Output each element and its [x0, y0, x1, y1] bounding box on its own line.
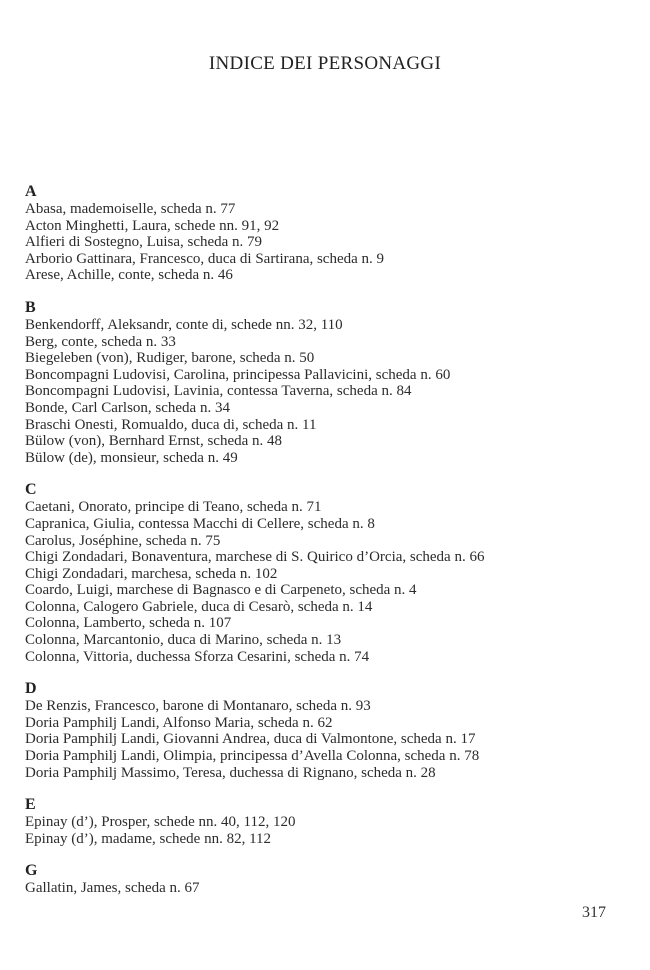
section-letter: D	[25, 680, 37, 698]
section-letter: B	[25, 298, 36, 316]
index-entry: Carolus, Joséphine, scheda n. 75	[25, 532, 221, 549]
index-section-e	[25, 796, 625, 847]
index-entry: Braschi Onesti, Romualdo, duca di, scheda n. 11	[25, 416, 317, 433]
page-title: INDICE DEI PERSONAGGI	[208, 53, 442, 74]
index-entry: Colonna, Marcantonio, duca di Marino, scheda n. 13	[25, 632, 342, 649]
entry-list	[25, 201, 625, 284]
section-letter: G	[25, 862, 38, 880]
index-entry: Boncompagni Ludovisi, Carolina, principessa Pallavicini, scheda n. 60	[25, 366, 451, 383]
index-entry: Arese, Achille, conte, scheda n. 46	[25, 267, 233, 284]
page-number: 317	[582, 904, 606, 921]
entry-list	[25, 698, 625, 781]
index-entry: Bülow (von), Bernhard Ernst, scheda n. 48	[25, 433, 283, 450]
entry-list	[25, 317, 625, 466]
index-entry: Epinay (d’), Prosper, schede nn. 40, 112, 120	[25, 814, 296, 831]
index-entry: Alfieri di Sostegno, Luisa, scheda n. 79	[25, 234, 263, 251]
section-letter: E	[25, 796, 36, 814]
entry-list	[25, 814, 625, 847]
index-section-a	[25, 183, 625, 284]
index-entry: Capranica, Giulia, contessa Macchi di Cellere, scheda n. 8	[25, 515, 375, 532]
index-section-d	[25, 680, 625, 781]
section-letter: A	[25, 183, 37, 200]
index-entry: Doria Pamphilj Landi, Olimpia, principessa d’Avella Colonna, scheda n. 78	[25, 748, 480, 765]
entry-list	[25, 499, 625, 665]
index-section-b	[25, 299, 625, 466]
index-entry: Benkendorff, Aleksandr, conte di, schede nn. 32, 110	[25, 316, 343, 333]
index-entry: Biegeleben (von), Rudiger, barone, scheda n. 50	[25, 350, 315, 367]
index-entry: Colonna, Vittoria, duchessa Sforza Cesarini, scheda n. 74	[25, 648, 370, 665]
index-entry: Boncompagni Ludovisi, Lavinia, contessa Taverna, scheda n. 84	[25, 383, 412, 400]
index-body	[25, 183, 625, 912]
index-entry: De Renzis, Francesco, barone di Montanaro, scheda n. 93	[25, 698, 371, 715]
index-entry: Coardo, Luigi, marchese di Bagnasco e di Carpeneto, scheda n. 4	[25, 582, 417, 599]
index-entry: Chigi Zondadari, marchesa, scheda n. 102	[25, 565, 278, 582]
index-entry: Bülow (de), monsieur, scheda n. 49	[25, 449, 238, 466]
index-entry: Doria Pamphilj Massimo, Teresa, duchessa di Rignano, scheda n. 28	[25, 764, 436, 781]
entry-list	[25, 880, 625, 897]
index-entry: Colonna, Calogero Gabriele, duca di Cesarò, scheda n. 14	[25, 598, 373, 615]
index-entry: Gallatin, James, scheda n. 67	[25, 880, 200, 897]
index-entry: Arborio Gattinara, Francesco, duca di Sartirana, scheda n. 9	[25, 250, 385, 267]
index-section-g	[25, 862, 625, 897]
index-entry: Abasa, mademoiselle, scheda n. 77	[25, 201, 236, 217]
index-entry: Doria Pamphilj Landi, Giovanni Andrea, duca di Valmontone, scheda n. 17	[25, 731, 476, 748]
index-entry: Colonna, Lamberto, scheda n. 107	[25, 615, 232, 632]
section-letter: C	[25, 481, 37, 499]
index-entry: Acton Minghetti, Laura, schede nn. 91, 92	[25, 217, 280, 234]
index-entry: Berg, conte, scheda n. 33	[25, 333, 176, 350]
index-entry: Epinay (d’), madame, schede nn. 82, 112	[25, 830, 272, 847]
index-section-c	[25, 481, 625, 665]
index-entry: Bonde, Carl Carlson, scheda n. 34	[25, 399, 230, 416]
index-entry: Doria Pamphilj Landi, Alfonso Maria, scheda n. 62	[25, 714, 333, 731]
index-entry: Chigi Zondadari, Bonaventura, marchese di S. Quirico d’Orcia, scheda n. 66	[25, 549, 485, 566]
index-entry: Caetani, Onorato, principe di Teano, scheda n. 71	[25, 499, 322, 516]
